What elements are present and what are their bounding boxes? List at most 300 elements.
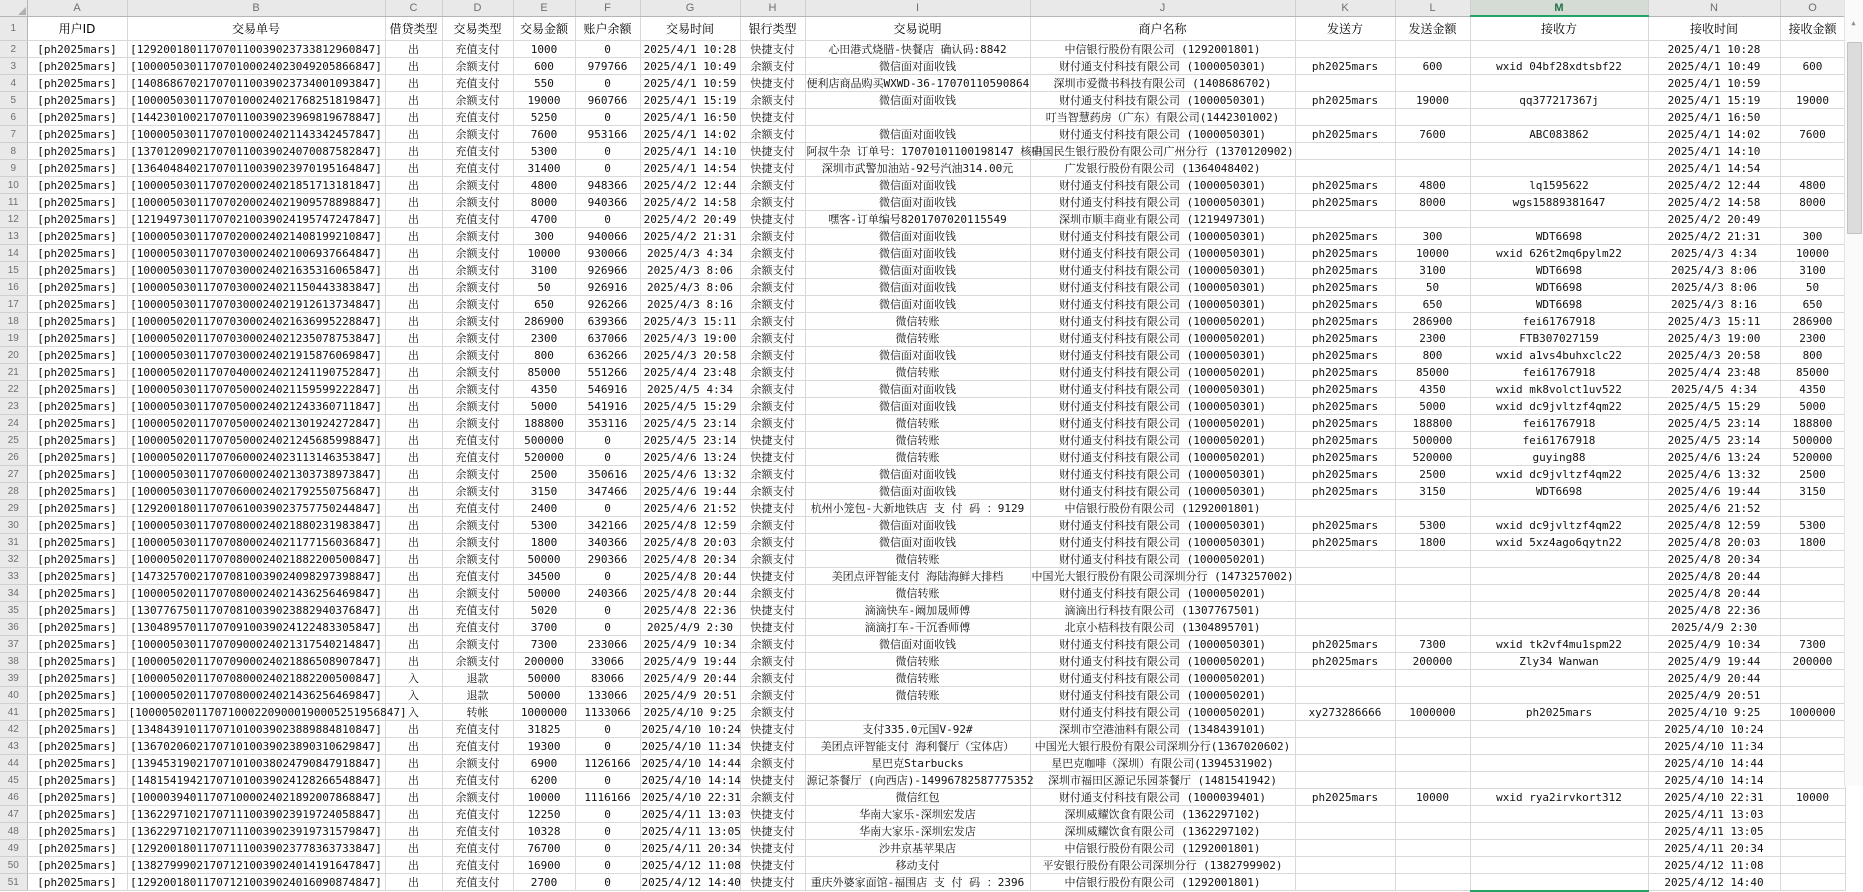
- cell-M42[interactable]: [1470, 721, 1648, 738]
- cell-O2[interactable]: [1780, 41, 1845, 58]
- cell-H10[interactable]: 余额支付: [740, 177, 805, 194]
- cell-I16[interactable]: 微信面对面收钱: [805, 279, 1030, 296]
- cell-G40[interactable]: 2025/4/9 20:51: [640, 687, 740, 704]
- cell-L2[interactable]: [1395, 41, 1470, 58]
- cell-A23[interactable]: [ph2025mars]: [27, 398, 127, 415]
- cell-C5[interactable]: 出: [385, 92, 442, 109]
- cell-E36[interactable]: 3700: [513, 619, 575, 636]
- row-header-22[interactable]: 22: [0, 381, 27, 398]
- cell-E25[interactable]: 500000: [513, 432, 575, 449]
- cell-L22[interactable]: 4350: [1395, 381, 1470, 398]
- cell-H14[interactable]: 余额支付: [740, 245, 805, 262]
- cell-K45[interactable]: [1295, 772, 1395, 789]
- cell-D15[interactable]: 余额支付: [442, 262, 513, 279]
- cell-B6[interactable]: [144230100217070110039023969819678847]: [127, 109, 385, 126]
- cell-K17[interactable]: ph2025mars: [1295, 296, 1395, 313]
- cell-O31[interactable]: 1800: [1780, 534, 1845, 551]
- cell-D13[interactable]: 余额支付: [442, 228, 513, 245]
- cell-I4[interactable]: 便利店商品购买WXWD-36-17070110590864: [805, 75, 1030, 92]
- cell-H46[interactable]: 余额支付: [740, 789, 805, 806]
- cell-K39[interactable]: [1295, 670, 1395, 687]
- row-header-39[interactable]: 39: [0, 670, 27, 687]
- cell-I8[interactable]: 阿叔牛杂 订单号：17070101100198147 核码: [805, 143, 1030, 160]
- cell-O33[interactable]: [1780, 568, 1845, 585]
- cell-C24[interactable]: 出: [385, 415, 442, 432]
- cell-M40[interactable]: [1470, 687, 1648, 704]
- cell-C48[interactable]: 出: [385, 823, 442, 840]
- cell-M16[interactable]: WDT6698: [1470, 279, 1648, 296]
- cell-J25[interactable]: 财付通支付科技有限公司 (1000050201): [1030, 432, 1295, 449]
- cell-H30[interactable]: 余额支付: [740, 517, 805, 534]
- cell-K46[interactable]: ph2025mars: [1295, 789, 1395, 806]
- cell-B13[interactable]: [100005030117070200024021408199210847]: [127, 228, 385, 245]
- column-header-O[interactable]: O: [1780, 0, 1845, 16]
- cell-F42[interactable]: 0: [575, 721, 640, 738]
- column-header-A[interactable]: A: [27, 0, 127, 16]
- cell-A4[interactable]: [ph2025mars]: [27, 75, 127, 92]
- cell-J22[interactable]: 财付通支付科技有限公司 (1000050301): [1030, 381, 1295, 398]
- row-header-10[interactable]: 10: [0, 177, 27, 194]
- cell-G47[interactable]: 2025/4/11 13:03: [641, 807, 741, 821]
- cell-D43[interactable]: 充值支付: [442, 738, 513, 755]
- cell-A11[interactable]: [ph2025mars]: [27, 194, 127, 211]
- cell-L19[interactable]: 2300: [1395, 330, 1470, 347]
- cell-N12[interactable]: 2025/4/2 20:49: [1648, 211, 1780, 228]
- cell-F19[interactable]: 637066: [575, 330, 640, 347]
- cell-I9[interactable]: 深圳市武警加油站-92号汽油314.00元: [805, 160, 1030, 177]
- cell-C13[interactable]: 出: [385, 228, 442, 245]
- cell-A25[interactable]: [ph2025mars]: [27, 432, 127, 449]
- cell-L32[interactable]: [1395, 551, 1470, 568]
- cell-K22[interactable]: ph2025mars: [1295, 381, 1395, 398]
- cell-J42[interactable]: 深圳市空港油料有限公司 (1348439101): [1030, 721, 1295, 738]
- cell-M44[interactable]: [1470, 755, 1648, 772]
- cell-D6[interactable]: 充值支付: [442, 109, 513, 126]
- cell-A46[interactable]: [ph2025mars]: [27, 789, 127, 806]
- cell-D26[interactable]: 充值支付: [442, 449, 513, 466]
- cell-H37[interactable]: 余额支付: [740, 636, 805, 653]
- cell-H45[interactable]: 快捷支付: [740, 772, 805, 789]
- cell-K13[interactable]: ph2025mars: [1295, 228, 1395, 245]
- cell-F17[interactable]: 926266: [575, 296, 640, 313]
- cell-G44[interactable]: 2025/4/10 14:44: [641, 756, 741, 770]
- cell-M9[interactable]: [1470, 160, 1648, 177]
- cell-G22[interactable]: 2025/4/5 4:34: [640, 381, 740, 398]
- cell-J4[interactable]: 深圳市爱微书科技有限公司 (1408686702): [1030, 75, 1295, 92]
- cell-E4[interactable]: 550: [513, 75, 575, 92]
- cell-E9[interactable]: 31400: [513, 160, 575, 177]
- cell-D24[interactable]: 余额支付: [442, 415, 513, 432]
- cell-A43[interactable]: [ph2025mars]: [27, 738, 127, 755]
- cell-C23[interactable]: 出: [385, 398, 442, 415]
- cell-C36[interactable]: 出: [385, 619, 442, 636]
- row-header-45[interactable]: 45: [0, 772, 27, 789]
- cell-C50[interactable]: 出: [385, 857, 442, 874]
- cell-K38[interactable]: ph2025mars: [1295, 653, 1395, 670]
- cell-G15[interactable]: 2025/4/3 8:06: [640, 262, 740, 279]
- cell-H42[interactable]: 快捷支付: [740, 721, 805, 738]
- cell-J40[interactable]: 财付通支付科技有限公司 (1000050201): [1030, 687, 1295, 704]
- cell-J13[interactable]: 财付通支付科技有限公司 (1000050301): [1030, 228, 1295, 245]
- cell-M36[interactable]: [1470, 619, 1648, 636]
- cell-L23[interactable]: 5000: [1395, 398, 1470, 415]
- column-header-D[interactable]: D: [442, 0, 513, 16]
- cell-H51[interactable]: 快捷支付: [740, 874, 805, 891]
- cell-I24[interactable]: 微信转账: [805, 415, 1030, 432]
- cell-M11[interactable]: wgs15889381647: [1470, 194, 1648, 211]
- cell-O9[interactable]: [1780, 160, 1845, 177]
- cell-F20[interactable]: 636266: [575, 347, 640, 364]
- cell-M28[interactable]: WDT6698: [1470, 483, 1648, 500]
- cell-I15[interactable]: 微信面对面收钱: [805, 262, 1030, 279]
- cell-M47[interactable]: [1470, 806, 1648, 823]
- cell-K41[interactable]: xy273286666: [1295, 704, 1395, 721]
- cell-G37[interactable]: 2025/4/9 10:34: [640, 636, 740, 653]
- cell-J6[interactable]: 叮当智慧药房（广东）有限公司(1442301002): [1030, 109, 1295, 126]
- cell-O18[interactable]: 286900: [1780, 313, 1845, 330]
- cell-O19[interactable]: 2300: [1780, 330, 1845, 347]
- cell-C20[interactable]: 出: [385, 347, 442, 364]
- cell-B5[interactable]: [100005030117070100024021768251819847]: [127, 92, 385, 109]
- cell-F39[interactable]: 83066: [575, 670, 640, 687]
- cell-L18[interactable]: 286900: [1395, 313, 1470, 330]
- cell-N2[interactable]: 2025/4/1 10:28: [1648, 41, 1780, 58]
- cell-K43[interactable]: [1295, 738, 1395, 755]
- cell-F27[interactable]: 350616: [575, 466, 640, 483]
- cell-E42[interactable]: 31825: [513, 721, 575, 738]
- cell-F2[interactable]: 0: [575, 41, 640, 58]
- cell-D36[interactable]: 充值支付: [442, 619, 513, 636]
- cell-E5[interactable]: 19000: [513, 92, 575, 109]
- cell-N22[interactable]: 2025/4/5 4:34: [1648, 381, 1780, 398]
- cell-K5[interactable]: ph2025mars: [1295, 92, 1395, 109]
- cell-K42[interactable]: [1295, 721, 1395, 738]
- cell-M6[interactable]: [1470, 109, 1648, 126]
- cell-M35[interactable]: [1470, 602, 1648, 619]
- cell-L35[interactable]: [1395, 602, 1470, 619]
- cell-D37[interactable]: 余额支付: [442, 636, 513, 653]
- cell-A47[interactable]: [ph2025mars]: [27, 806, 127, 823]
- cell-H6[interactable]: 快捷支付: [740, 109, 805, 126]
- cell-H50[interactable]: 快捷支付: [740, 857, 805, 874]
- cell-O42[interactable]: [1780, 721, 1845, 738]
- cell-G41[interactable]: 2025/4/10 9:25: [640, 704, 740, 721]
- cell-N30[interactable]: 2025/4/8 12:59: [1648, 517, 1780, 534]
- cell-L25[interactable]: 500000: [1395, 432, 1470, 449]
- cell-O10[interactable]: 4800: [1780, 177, 1845, 194]
- cell-E15[interactable]: 3100: [513, 262, 575, 279]
- cell-D28[interactable]: 余额支付: [442, 483, 513, 500]
- cell-C32[interactable]: 出: [385, 551, 442, 568]
- cell-D20[interactable]: 余额支付: [442, 347, 513, 364]
- cell-A15[interactable]: [ph2025mars]: [27, 262, 127, 279]
- cell-L26[interactable]: 520000: [1395, 449, 1470, 466]
- cell-I13[interactable]: 微信面对面收钱: [805, 228, 1030, 245]
- cell-K49[interactable]: [1295, 840, 1395, 857]
- cell-C38[interactable]: 出: [385, 653, 442, 670]
- cell-B25[interactable]: [100005020117070500024021245685998847]: [127, 432, 385, 449]
- cell-I10[interactable]: 微信面对面收钱: [805, 177, 1030, 194]
- cell-A19[interactable]: [ph2025mars]: [27, 330, 127, 347]
- cell-H48[interactable]: 快捷支付: [740, 823, 805, 840]
- cell-L16[interactable]: 50: [1395, 279, 1470, 296]
- cell-N35[interactable]: 2025/4/8 22:36: [1648, 602, 1780, 619]
- cell-H33[interactable]: 快捷支付: [740, 568, 805, 585]
- row-header-41[interactable]: 41: [0, 704, 27, 721]
- cell-A13[interactable]: [ph2025mars]: [27, 228, 127, 245]
- cell-E13[interactable]: 300: [513, 228, 575, 245]
- cell-J2[interactable]: 中信银行股份有限公司 (1292001801): [1030, 41, 1295, 58]
- cell-B23[interactable]: [100005030117070500024021243360711847]: [127, 398, 385, 415]
- cell-F35[interactable]: 0: [575, 602, 640, 619]
- cell-K9[interactable]: [1295, 160, 1395, 177]
- cell-N21[interactable]: 2025/4/4 23:48: [1648, 364, 1780, 381]
- cell-C19[interactable]: 出: [385, 330, 442, 347]
- cell-H11[interactable]: 余额支付: [740, 194, 805, 211]
- cell-A5[interactable]: [ph2025mars]: [27, 92, 127, 109]
- cell-E23[interactable]: 5000: [513, 398, 575, 415]
- cell-D40[interactable]: 退款: [442, 687, 513, 704]
- cell-L14[interactable]: 10000: [1395, 245, 1470, 262]
- cell-B17[interactable]: [100005030117070300024021912613734847]: [127, 296, 385, 313]
- cell-L7[interactable]: 7600: [1395, 126, 1470, 143]
- cell-I19[interactable]: 微信转账: [805, 330, 1030, 347]
- cell-C15[interactable]: 出: [385, 262, 442, 279]
- cell-A31[interactable]: [ph2025mars]: [27, 534, 127, 551]
- cell-A34[interactable]: [ph2025mars]: [27, 585, 127, 602]
- cell-M32[interactable]: [1470, 551, 1648, 568]
- cell-H9[interactable]: 快捷支付: [740, 160, 805, 177]
- cell-F26[interactable]: 0: [575, 449, 640, 466]
- cell-H21[interactable]: 余额支付: [740, 364, 805, 381]
- cell-E38[interactable]: 200000: [513, 653, 575, 670]
- cell-J20[interactable]: 财付通支付科技有限公司 (1000050301): [1030, 347, 1295, 364]
- cell-J23[interactable]: 财付通支付科技有限公司 (1000050301): [1030, 398, 1295, 415]
- cell-A32[interactable]: [ph2025mars]: [27, 551, 127, 568]
- cell-F31[interactable]: 340366: [575, 534, 640, 551]
- cell-A16[interactable]: [ph2025mars]: [27, 279, 127, 296]
- cell-C26[interactable]: 出: [385, 449, 442, 466]
- row-header-18[interactable]: 18: [0, 313, 27, 330]
- cell-O11[interactable]: 8000: [1780, 194, 1845, 211]
- cell-N50[interactable]: 2025/4/12 11:08: [1648, 857, 1780, 874]
- cell-D50[interactable]: 充值支付: [442, 857, 513, 874]
- cell-G45[interactable]: 2025/4/10 14:14: [641, 773, 741, 787]
- cell-J15[interactable]: 财付通支付科技有限公司 (1000050301): [1030, 262, 1295, 279]
- row-header-3[interactable]: 3: [0, 58, 27, 75]
- cell-J27[interactable]: 财付通支付科技有限公司 (1000050301): [1030, 466, 1295, 483]
- cell-K11[interactable]: ph2025mars: [1295, 194, 1395, 211]
- cell-I30[interactable]: 微信面对面收钱: [805, 517, 1030, 534]
- row-header-23[interactable]: 23: [0, 398, 27, 415]
- cell-C3[interactable]: 出: [385, 58, 442, 75]
- cell-M10[interactable]: lq1595622: [1470, 177, 1648, 194]
- cell-F14[interactable]: 930066: [575, 245, 640, 262]
- cell-K12[interactable]: [1295, 211, 1395, 228]
- cell-K29[interactable]: [1295, 500, 1395, 517]
- cell-L34[interactable]: [1395, 585, 1470, 602]
- cell-K47[interactable]: [1295, 806, 1395, 823]
- cell-F16[interactable]: 926916: [575, 279, 640, 296]
- cell-A12[interactable]: [ph2025mars]: [27, 211, 127, 228]
- row-header-27[interactable]: 27: [0, 466, 27, 483]
- cell-E41[interactable]: 1000000: [513, 704, 575, 721]
- cell-F6[interactable]: 0: [575, 109, 640, 126]
- cell-F23[interactable]: 541916: [575, 398, 640, 415]
- cell-M41[interactable]: ph2025mars: [1470, 704, 1648, 721]
- cell-E32[interactable]: 50000: [513, 551, 575, 568]
- cell-D5[interactable]: 余额支付: [442, 92, 513, 109]
- cell-N27[interactable]: 2025/4/6 13:32: [1648, 466, 1780, 483]
- cell-L39[interactable]: [1395, 670, 1470, 687]
- cell-N8[interactable]: 2025/4/1 14:10: [1648, 143, 1780, 160]
- cell-I49[interactable]: 沙井京基苹果店: [805, 840, 1030, 857]
- scrollbar-thumb[interactable]: [1847, 42, 1862, 234]
- cell-J12[interactable]: 深圳市顺丰商业有限公司 (1219497301): [1030, 211, 1295, 228]
- cell-H7[interactable]: 余额支付: [740, 126, 805, 143]
- cell-B21[interactable]: [100005020117070400024021241190752847]: [127, 364, 385, 381]
- cell-N44[interactable]: 2025/4/10 14:44: [1648, 755, 1780, 772]
- cell-E46[interactable]: 10000: [513, 789, 575, 806]
- cell-G2[interactable]: 2025/4/1 10:28: [640, 41, 740, 58]
- cell-A6[interactable]: [ph2025mars]: [27, 109, 127, 126]
- cell-H49[interactable]: 快捷支付: [740, 840, 805, 857]
- cell-B14[interactable]: [100005030117070300024021006937664847]: [127, 245, 385, 262]
- cell-O39[interactable]: [1780, 670, 1845, 687]
- cell-C16[interactable]: 出: [385, 279, 442, 296]
- row-header-36[interactable]: 36: [0, 619, 27, 636]
- cell-I25[interactable]: 微信转账: [805, 432, 1030, 449]
- cell-F29[interactable]: 0: [575, 500, 640, 517]
- cell-I38[interactable]: 微信转账: [805, 653, 1030, 670]
- cell-O26[interactable]: 520000: [1780, 449, 1845, 466]
- cell-G3[interactable]: 2025/4/1 10:49: [640, 58, 740, 75]
- cell-C4[interactable]: 出: [385, 75, 442, 92]
- cell-M25[interactable]: fei61767918: [1470, 432, 1648, 449]
- cell-J7[interactable]: 财付通支付科技有限公司 (1000050301): [1030, 126, 1295, 143]
- cell-L51[interactable]: [1395, 874, 1470, 891]
- cell-K6[interactable]: [1295, 109, 1395, 126]
- cell-K7[interactable]: ph2025mars: [1295, 126, 1395, 143]
- cell-O51[interactable]: [1780, 874, 1845, 891]
- cell-G34[interactable]: 2025/4/8 20:44: [640, 585, 740, 602]
- cell-K19[interactable]: ph2025mars: [1295, 330, 1395, 347]
- cell-C8[interactable]: 出: [385, 143, 442, 160]
- cell-O35[interactable]: [1780, 602, 1845, 619]
- cell-E2[interactable]: 1000: [513, 41, 575, 58]
- cell-O47[interactable]: [1780, 806, 1845, 823]
- cell-G21[interactable]: 2025/4/4 23:48: [640, 364, 740, 381]
- cell-H44[interactable]: 余额支付: [740, 755, 805, 772]
- cell-K26[interactable]: ph2025mars: [1295, 449, 1395, 466]
- cell-M31[interactable]: wxid 5xz4ago6qytn22: [1470, 534, 1648, 551]
- cell-G24[interactable]: 2025/4/5 23:14: [640, 415, 740, 432]
- cell-E40[interactable]: 50000: [513, 687, 575, 704]
- cell-N33[interactable]: 2025/4/8 20:44: [1648, 568, 1780, 585]
- cell-J29[interactable]: 中信银行股份有限公司 (1292001801): [1030, 500, 1295, 517]
- cell-D29[interactable]: 充值支付: [442, 500, 513, 517]
- cell-H19[interactable]: 余额支付: [740, 330, 805, 347]
- cell-H41[interactable]: 余额支付: [740, 704, 805, 721]
- cell-L50[interactable]: [1395, 857, 1470, 874]
- row-header-34[interactable]: 34: [0, 585, 27, 602]
- cell-E17[interactable]: 650: [513, 296, 575, 313]
- cell-A38[interactable]: [ph2025mars]: [27, 653, 127, 670]
- cell-I40[interactable]: 微信转账: [805, 687, 1030, 704]
- row-header-13[interactable]: 13: [0, 228, 27, 245]
- cell-C34[interactable]: 出: [385, 585, 442, 602]
- cell-J9[interactable]: 广发银行股份有限公司 (1364048402): [1030, 160, 1295, 177]
- cell-F11[interactable]: 940366: [575, 194, 640, 211]
- cell-M12[interactable]: [1470, 211, 1648, 228]
- cell-B37[interactable]: [100005030117070900024021317540214847]: [127, 636, 385, 653]
- cell-K20[interactable]: ph2025mars: [1295, 347, 1395, 364]
- cell-H28[interactable]: 余额支付: [740, 483, 805, 500]
- cell-B50[interactable]: [138279990217071210039024014191647847]: [127, 857, 385, 874]
- cell-J33[interactable]: 中国光大银行股份有限公司深圳分行 (1473257002): [1030, 568, 1295, 585]
- cell-O16[interactable]: 50: [1780, 279, 1845, 296]
- cell-J48[interactable]: 深圳威耀饮食有限公司 (1362297102): [1030, 823, 1295, 840]
- cell-D10[interactable]: 余额支付: [442, 177, 513, 194]
- cell-F9[interactable]: 0: [575, 160, 640, 177]
- cell-D42[interactable]: 充值支付: [442, 721, 513, 738]
- cell-E14[interactable]: 10000: [513, 245, 575, 262]
- cell-K24[interactable]: ph2025mars: [1295, 415, 1395, 432]
- cell-I7[interactable]: 微信面对面收钱: [805, 126, 1030, 143]
- cell-J17[interactable]: 财付通支付科技有限公司 (1000050301): [1030, 296, 1295, 313]
- cell-D17[interactable]: 余额支付: [442, 296, 513, 313]
- cell-J50[interactable]: 平安银行股份有限公司深圳分行 (1382799902): [1030, 857, 1295, 874]
- cell-M26[interactable]: guying88: [1470, 449, 1648, 466]
- cell-L21[interactable]: 85000: [1395, 364, 1470, 381]
- cell-A41[interactable]: [ph2025mars]: [27, 704, 127, 721]
- cell-G18[interactable]: 2025/4/3 15:11: [640, 313, 740, 330]
- cell-I14[interactable]: 微信面对面收钱: [805, 245, 1030, 262]
- cell-C27[interactable]: 出: [385, 466, 442, 483]
- cell-J10[interactable]: 财付通支付科技有限公司 (1000050301): [1030, 177, 1295, 194]
- cell-I50[interactable]: 移动支付: [805, 857, 1030, 874]
- cell-O27[interactable]: 2500: [1780, 466, 1845, 483]
- cell-A44[interactable]: [ph2025mars]: [27, 755, 127, 772]
- cell-H22[interactable]: 余额支付: [740, 381, 805, 398]
- cell-N41[interactable]: 2025/4/10 9:25: [1648, 704, 1780, 721]
- cell-O22[interactable]: 4350: [1780, 381, 1845, 398]
- cell-O38[interactable]: 200000: [1780, 653, 1845, 670]
- cell-C47[interactable]: 出: [385, 806, 442, 823]
- cell-E21[interactable]: 85000: [513, 364, 575, 381]
- cell-F8[interactable]: 0: [575, 143, 640, 160]
- cell-J46[interactable]: 财付通支付科技有限公司 (1000039401): [1030, 789, 1295, 806]
- row-header-47[interactable]: 47: [0, 806, 27, 823]
- cell-L8[interactable]: [1395, 143, 1470, 160]
- cell-I41[interactable]: [805, 704, 1030, 721]
- cell-B42[interactable]: [134843910117071010039023889884810847]: [127, 721, 385, 738]
- cell-O32[interactable]: [1780, 551, 1845, 568]
- select-all-corner[interactable]: [0, 0, 27, 16]
- row-header-31[interactable]: 31: [0, 534, 27, 551]
- row-header-20[interactable]: 20: [0, 347, 27, 364]
- cell-K51[interactable]: [1295, 874, 1395, 891]
- cell-G31[interactable]: 2025/4/8 20:03: [640, 534, 740, 551]
- cell-G29[interactable]: 2025/4/6 21:52: [640, 500, 740, 517]
- cell-A29[interactable]: [ph2025mars]: [27, 500, 127, 517]
- cell-G43[interactable]: 2025/4/10 11:34: [641, 739, 741, 753]
- cell-N47[interactable]: 2025/4/11 13:03: [1648, 806, 1780, 823]
- cell-K34[interactable]: [1295, 585, 1395, 602]
- row-header-11[interactable]: 11: [0, 194, 27, 211]
- row-header-37[interactable]: 37: [0, 636, 27, 653]
- cell-A26[interactable]: [ph2025mars]: [27, 449, 127, 466]
